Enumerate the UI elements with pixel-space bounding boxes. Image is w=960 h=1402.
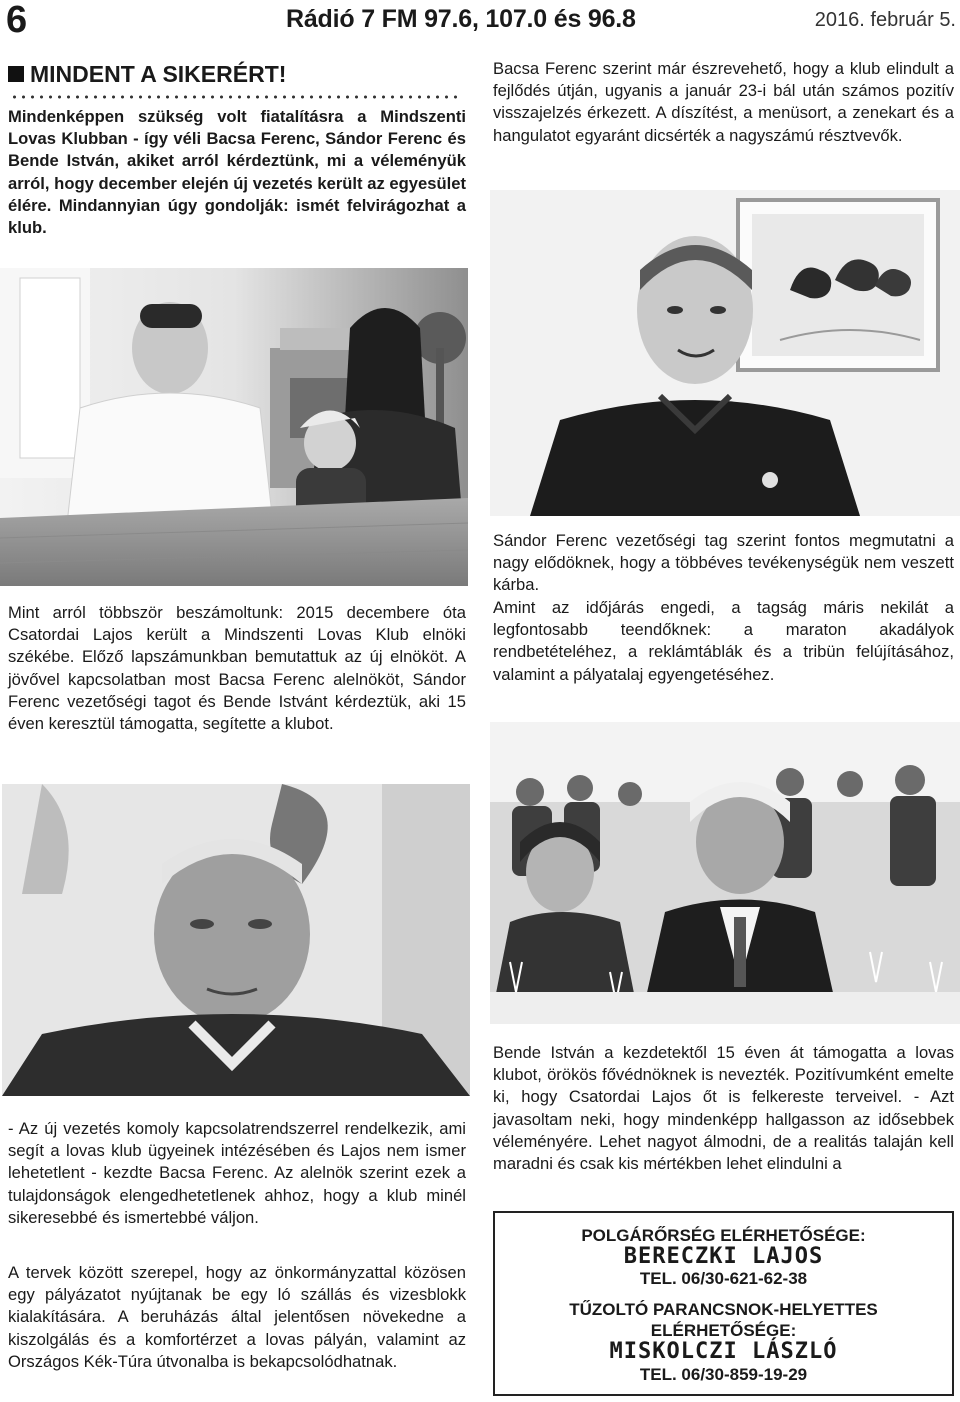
article-lead: Mindenképpen szükség volt fiatalításra a Mindszenti Lovas Klubban - így véli Bacsa Ferenc, Sándor Ferenc és Bende István, akiket arról kérdeztünk, mi a véleményük arról, hogy december elején új vezetés került az egyesület élére. Mindannyian úgy gondolják: ismét felvirágozhat a klub. <box>8 107 466 238</box>
station-frequencies: Rádió 7 FM 97.6, 107.0 és 96.8 <box>286 5 636 33</box>
paragraph-sandor-ferenc: Sándor Ferenc vezetőségi tag szerint fontos megmutatni a nagy elődöknek, hogy a többéves tevékenységük nem veszett kárba. <box>493 531 954 595</box>
paragraph-bende-istvan: Bende István a kezdetektől 15 éven át támogatta a lovas klubot, örökös fővédnöknek is nevezték. Pozitívumként emelte ki, hogy Csatordai Lajos őt is felkereste terveivel. - Azt javasoltam neki, hogy mindenképp hallgasson az idősebbek véleményére. Lehet nagyot álmodni, de a realitás talaján kell maradni és csak kis mértékben lehet elindulni a <box>493 1043 954 1174</box>
paragraph-new-leadership: - Az új vezetés komoly kapcsolatrendszerrel rendelkezik, ami segít a lovas klub ügyeinek intézésében és Lajos nem ismer lehetetlent - kezdte Bacsa Ferenc. Az alelnök szerint ezek a tulajdonságok elengedhetetlenek ahhoz, hogy a klub minél sikeresebbé és ismertebbé váljon. <box>8 1119 466 1227</box>
police-contact-phone: TEL. 06/30-621-62-38 <box>639 1269 808 1288</box>
issue-date: 2016. február 5. <box>814 9 956 31</box>
photo-ball-event-image <box>490 722 960 1024</box>
article-title-block <box>8 60 286 88</box>
photo-ball-event <box>490 722 960 1024</box>
fire-contact-phone: TEL. 06/30-859-19-29 <box>639 1365 808 1384</box>
photo-bende-istvan-image <box>2 784 470 1096</box>
paragraph-president-intro: Mint arról többször beszámoltunk: 2015 decembere óta Csatordai Lajos került a Mindszenti Lovas Klub elnöki székébe. Előző lapszámunkban bemutattuk az új elnököt. A jövővel kapcsolatban most Bacsa Ferenc alelnököt, Sándor Ferenc vezetőségi tagot és Bende Istvánt kérdeztük, aki 15 éven keresztül támogatta, segítette a klubot. <box>8 603 466 734</box>
fire-contact-heading: TŰZOLTÓ PARANCSNOK-HELYETTES <box>569 1300 878 1319</box>
photo-bacsa-family-image <box>0 268 468 586</box>
fire-contact-heading-2: ELÉRHETŐSÉGE: <box>650 1321 797 1340</box>
paragraph-plans-track: Amint az időjárás engedi, a tagság máris nekilát a legfontosabb teendőknek: a maraton akadályok rendbetételéhez, a reklámtáblák és a tribün felújításához, valamint a pályatalaj egyengetéséhez. <box>493 598 954 684</box>
police-contact-name: BERECZKI LAJOS <box>623 1244 824 1269</box>
square-bullet-icon <box>8 66 24 82</box>
photo-bende-istvan <box>2 784 470 1096</box>
article-title: MINDENT A SIKERÉRT! <box>30 61 287 87</box>
paragraph-plans-tender: A tervek között szerepel, hogy az önkormányzattal közösen egy pályázatot nyújtanak be egy ló szállás és vizesblokk kialakítására. A beruházás által jelentősen növekedne a kiszolgálás és a komfortérzet a lovas pályán, valamint az Országos Kék-Túra útvonalba is bekapcsolódhatnak. <box>8 1263 466 1371</box>
paragraph-bacsa-ball: Bacsa Ferenc szerint már észrevehető, hogy a klub elindult a fejlődés útján, ugyanis a január 23-i bál után számos pozitív visszajelzés érkezett. A díszítést, a menüsort, a zenekart és a hangulatot egyaránt dicsérték a nagyszámú résztvevők. <box>493 59 954 145</box>
page-number: 6 <box>6 0 28 41</box>
photo-bacsa-portrait-image <box>490 190 960 516</box>
police-contact-heading: POLGÁRŐRSÉG ELÉRHETŐSÉGE: <box>581 1226 866 1245</box>
fire-contact-name: MISKOLCZI LÁSZLÓ <box>609 1339 838 1364</box>
contact-infobox <box>493 1211 954 1396</box>
dotted-divider <box>10 94 460 100</box>
photo-bacsa-portrait <box>490 190 960 516</box>
photo-bacsa-family <box>0 268 468 586</box>
